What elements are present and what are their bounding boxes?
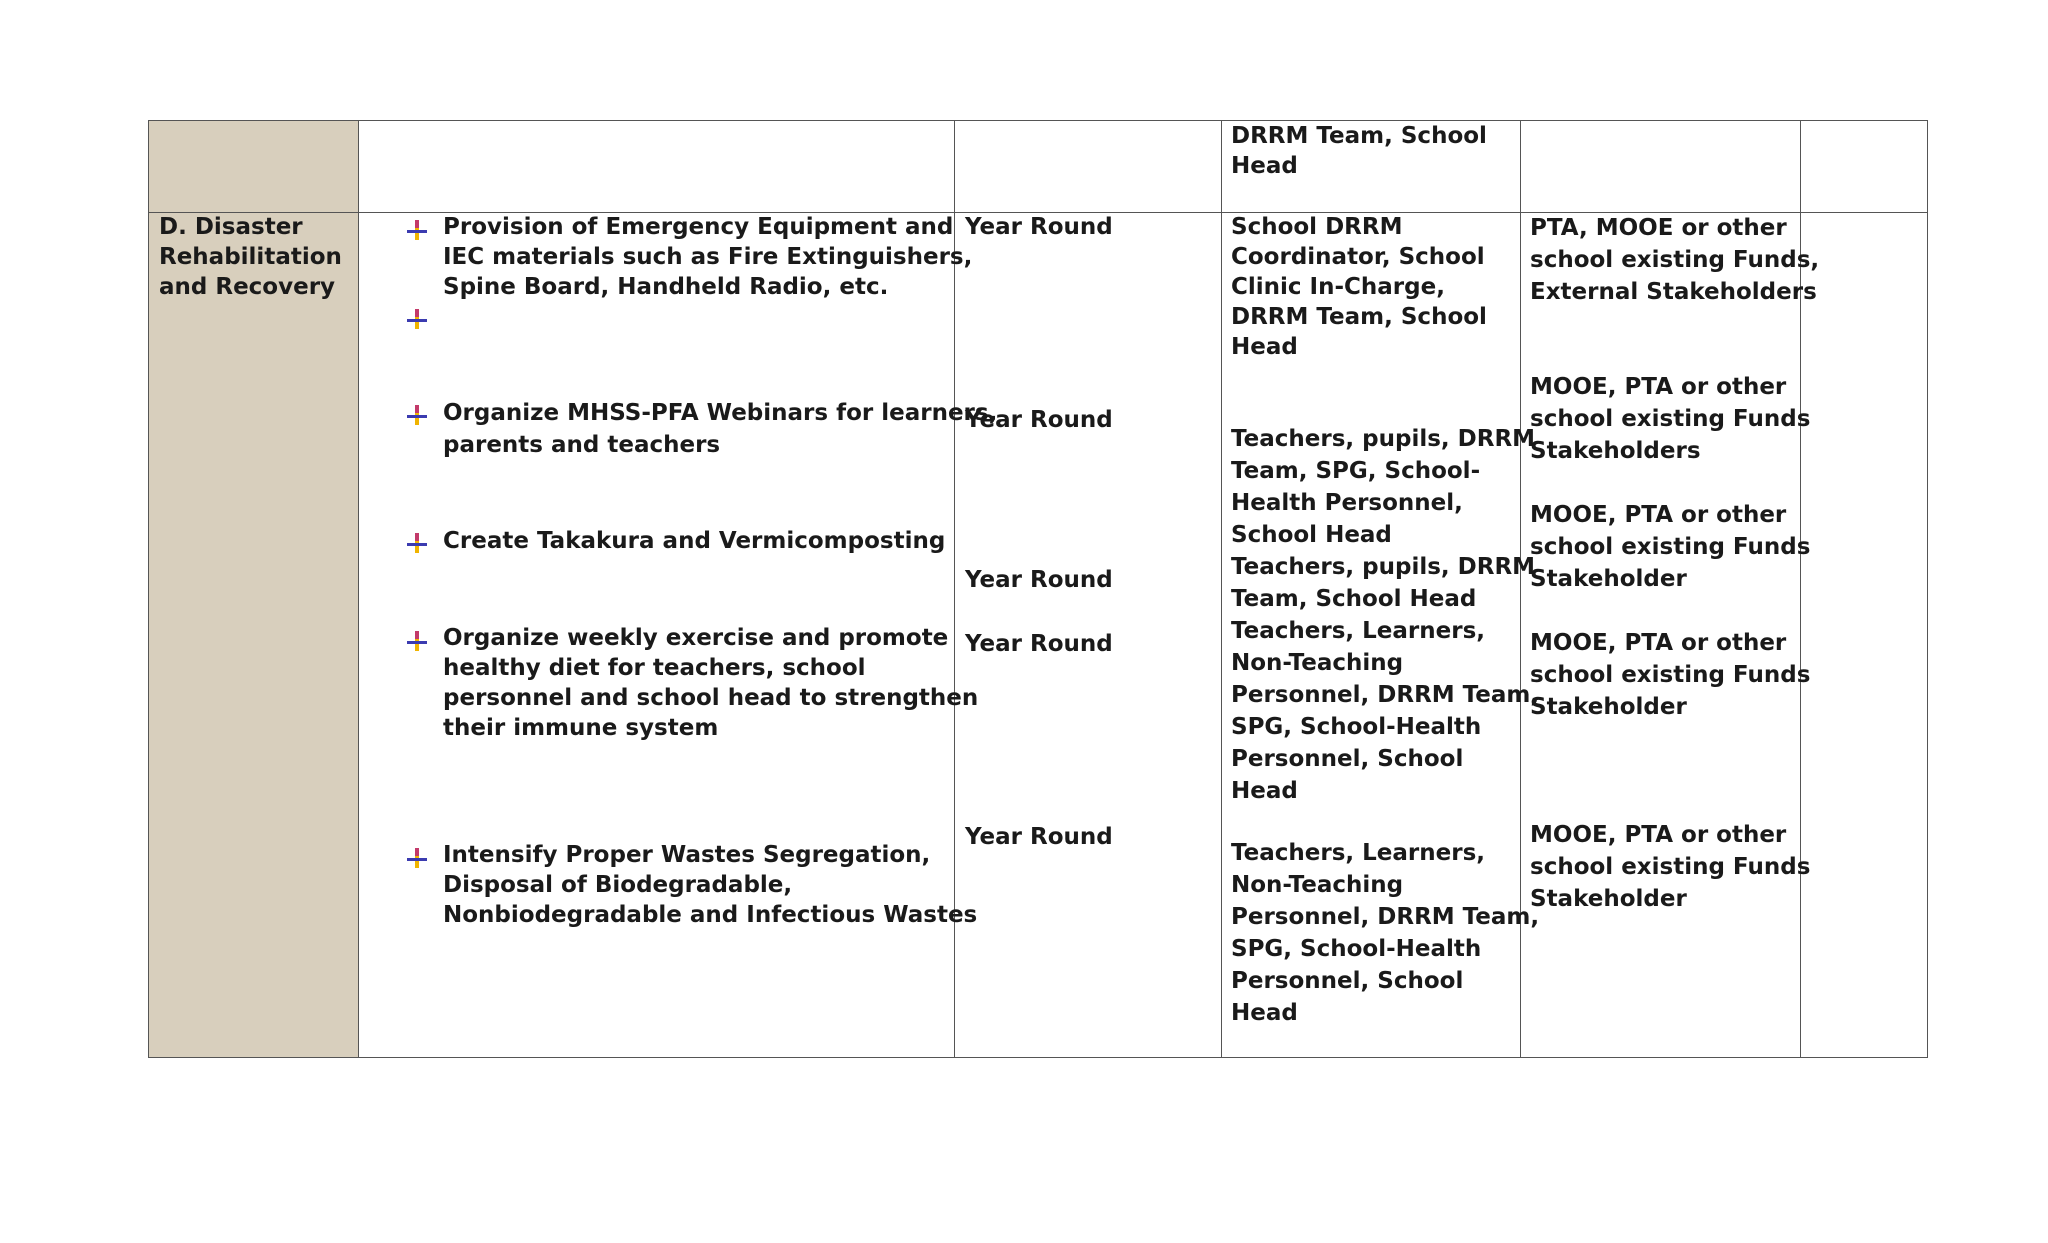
text-line: DRRM Team, School [1231,304,1487,330]
arrow-down-cross-bullet-icon [406,848,428,870]
text-line: Personnel, School [1231,746,1464,772]
text-line: Spine Board, Handheld Radio, etc. [443,274,889,300]
text-line: their immune system [443,715,719,741]
text-line: Stakeholder [1530,886,1687,912]
timeline-cell: Year Round [965,824,1113,850]
text-line: Head [1231,153,1298,179]
text-line: Teachers, pupils, DRRM [1231,426,1536,452]
text-line: healthy diet for teachers, school [443,655,866,681]
text-line: parents and teachers [443,432,721,458]
text-line: Team, SPG, School- [1231,458,1481,484]
text-line: Stakeholders [1530,438,1701,464]
arrow-down-cross-bullet-icon [406,405,428,427]
text-line: school existing Funds [1530,854,1811,880]
column-divider [358,121,359,1057]
timeline-cell: Year Round [965,631,1113,657]
text-line: Health Personnel, [1231,490,1463,516]
timeline-cell: Year Round [965,567,1113,593]
text-line: school existing Funds [1530,406,1811,432]
text-line: Teachers, pupils, DRRM [1231,554,1536,580]
timeline-cell: Year Round [965,214,1113,240]
text-line: personnel and school head to strengthen [443,685,979,711]
text-line: D. Disaster [159,214,303,240]
text-line: Organize MHSS-PFA Webinars for learners, [443,400,998,426]
text-line: School DRRM [1231,214,1403,240]
text-line: school existing Funds [1530,662,1811,688]
text-line: Create Takakura and Vermicomposting [443,528,946,554]
text-line: school existing Funds [1530,534,1811,560]
text-line: Non-Teaching [1231,872,1404,898]
text-line: SPG, School-Health [1231,714,1482,740]
text-line: External Stakeholders [1530,279,1817,305]
text-line: MOOE, PTA or other [1530,502,1787,528]
arrow-down-cross-bullet-icon [406,309,428,331]
text-line: school existing Funds, [1530,247,1820,273]
text-line: Stakeholder [1530,566,1687,592]
arrow-down-cross-bullet-icon [406,220,428,242]
text-line: SPG, School-Health [1231,936,1482,962]
text-line: IEC materials such as Fire Extinguishers, [443,244,973,270]
text-line: MOOE, PTA or other [1530,630,1787,656]
text-line: Teachers, Learners, [1231,840,1485,866]
text-line: and Recovery [159,274,336,300]
arrow-down-cross-bullet-icon [406,533,428,555]
column-divider [1221,121,1222,1057]
arrow-down-cross-bullet-icon [406,631,428,653]
text-line: Personnel, DRRM Team, [1231,682,1540,708]
text-line: Stakeholder [1530,694,1687,720]
text-line: Personnel, DRRM Team, [1231,904,1540,930]
timeline-cell: Year Round [965,407,1113,433]
text-line: Head [1231,778,1298,804]
text-line: MOOE, PTA or other [1530,822,1787,848]
plan-table [148,120,1928,1058]
text-line: Clinic In-Charge, [1231,274,1445,300]
text-line: Head [1231,1000,1298,1026]
text-line: Head [1231,334,1298,360]
text-line: Intensify Proper Wastes Segregation, [443,842,931,868]
text-line: Non-Teaching [1231,650,1404,676]
text-line: Disposal of Biodegradable, [443,872,793,898]
text-line: Organize weekly exercise and promote [443,625,949,651]
text-line: Rehabilitation [159,244,342,270]
text-line: Personnel, School [1231,968,1464,994]
text-line: Team, School Head [1231,586,1477,612]
text-line: School Head [1231,522,1392,548]
text-line: DRRM Team, School [1231,123,1487,149]
text-line: Teachers, Learners, [1231,618,1485,644]
text-line: Coordinator, School [1231,244,1485,270]
text-line: Nonbiodegradable and Infectious Wastes [443,902,978,928]
text-line: MOOE, PTA or other [1530,374,1787,400]
text-line: Provision of Emergency Equipment and [443,214,954,240]
text-line: PTA, MOOE or other [1530,215,1787,241]
